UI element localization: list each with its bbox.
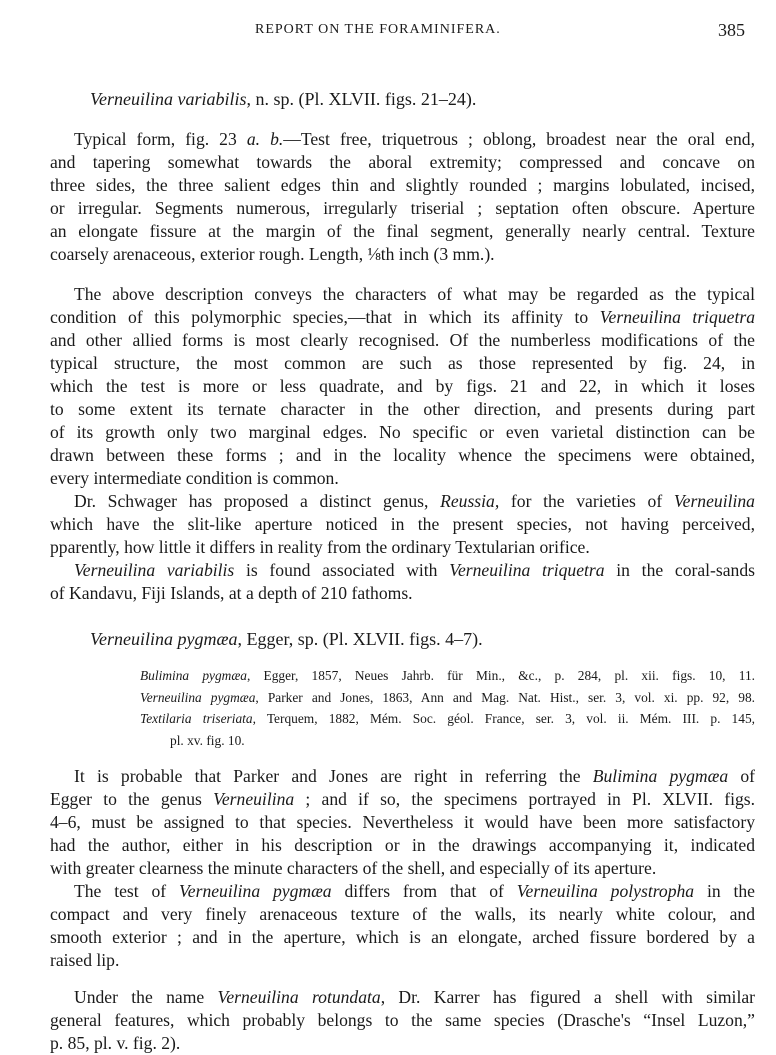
text-line bbox=[50, 197, 755, 220]
text-line bbox=[50, 444, 755, 467]
spacer bbox=[50, 111, 755, 128]
text-run: raised lip. bbox=[50, 950, 120, 970]
text-line bbox=[50, 536, 755, 559]
text-run: It is probable that Parker and Jones are right in referring the bbox=[74, 766, 593, 786]
italic-taxon-name: Verneuilina variabilis bbox=[90, 89, 247, 109]
italic-taxon-name: Verneuilina variabilis bbox=[74, 560, 235, 580]
italic-taxon-name: a. b. bbox=[246, 129, 284, 149]
text-run: in the coral-sands bbox=[604, 560, 755, 580]
text-run: to some extent its ternate character in the other direction, and presents during part bbox=[50, 399, 755, 419]
italic-taxon-name: Verneuilina pygmæa bbox=[140, 689, 256, 705]
text-run: condition of this polymorphic species,—that in which its affinity to bbox=[50, 307, 600, 327]
text-run: coarsely arenaceous, exterior rough. Length, ⅛th inch (3 mm.). bbox=[50, 244, 495, 264]
text-run: The above description conveys the characters of what may be regarded as the typical bbox=[74, 284, 755, 304]
text-run: , Terquem, 1882, Mém. Soc. géol. France, ser. 3, vol. ii. Mém. III. p. 145, bbox=[252, 711, 755, 726]
text-run: differs from that of bbox=[331, 881, 517, 901]
text-run: of its growth only two marginal edges. No specific or even varietal distinction can be bbox=[50, 422, 755, 442]
synonymy-reference bbox=[50, 730, 755, 752]
text-run: had the author, either in his description or in the drawings accompanying it, indicated bbox=[50, 835, 755, 855]
text-line bbox=[50, 788, 755, 811]
text-run: an elongate fissure at the margin of the final segment, generally nearly central. Texture bbox=[50, 221, 755, 241]
text-line bbox=[50, 283, 755, 306]
text-run: is found associated with bbox=[234, 560, 450, 580]
text-run: ; and if so, the specimens portrayed in Pl. XLVII. figs. bbox=[294, 789, 755, 809]
text-line bbox=[50, 857, 755, 880]
text-line bbox=[50, 765, 755, 788]
text-line bbox=[50, 559, 755, 582]
text-line bbox=[50, 949, 755, 972]
text-line bbox=[50, 811, 755, 834]
spacer bbox=[50, 972, 755, 986]
italic-taxon-name: Verneuilina polystropha bbox=[516, 881, 695, 901]
species-heading bbox=[50, 628, 755, 651]
page-body bbox=[50, 88, 755, 1055]
text-run: pparently, how little it differs in reality from the ordinary Textularian orifice. bbox=[50, 537, 590, 557]
running-header bbox=[0, 20, 776, 44]
text-run: drawn between these forms ; and in the locality whence the specimens were obtained, bbox=[50, 445, 755, 465]
italic-taxon-name: Bulimina pygmæa bbox=[140, 668, 247, 683]
italic-taxon-name: Verneuilina triquetra bbox=[449, 560, 605, 580]
text-run: in the bbox=[694, 881, 755, 901]
text-run: pl. xv. fig. 10. bbox=[170, 732, 245, 748]
text-line bbox=[50, 467, 755, 490]
text-run: for the varieties of bbox=[499, 491, 674, 511]
text-run: , Dr. Karrer has figured a shell with similar bbox=[380, 987, 755, 1007]
text-line bbox=[50, 986, 755, 1009]
text-line bbox=[50, 174, 755, 197]
italic-taxon-name: Verneuilina pygmæa bbox=[90, 629, 238, 649]
text-run: , Egger, 1857, Neues Jahrb. für Min., &c., p. 284, pl. xii. figs. 10, 11. bbox=[246, 668, 755, 683]
text-run: compact and very finely arenaceous texture of the walls, its nearly white colour, and bbox=[50, 904, 755, 924]
text-run: and tapering somewhat towards the aboral extremity; compressed and concave on bbox=[50, 152, 755, 172]
text-line bbox=[50, 513, 755, 536]
text-run: which have the slit-like aperture noticed in the present species, not having perceived, bbox=[50, 514, 755, 534]
italic-taxon-name: Verneuilina bbox=[673, 491, 755, 511]
text-run: general features, which probably belongs to the same species (Drasche's “Insel Luzon,” bbox=[50, 1010, 755, 1030]
text-run: three sides, the three salient edges thin and slightly rounded ; margins lobulated, incised, bbox=[50, 175, 755, 195]
spacer bbox=[50, 751, 755, 765]
italic-taxon-name: Verneuilina rotundata bbox=[217, 987, 381, 1007]
text-run: every intermediate condition is common. bbox=[50, 468, 339, 488]
text-line bbox=[50, 1009, 755, 1032]
text-run: with greater clearness the minute characters of the shell, and especially of its aperture. bbox=[50, 858, 657, 878]
text-line bbox=[50, 220, 755, 243]
italic-taxon-name: Textilaria triseriata bbox=[140, 711, 253, 726]
text-line bbox=[50, 243, 755, 266]
text-run: p. 85, pl. v. fig. 2). bbox=[50, 1033, 181, 1053]
text-run: , Parker and Jones, 1863, Ann and Mag. Nat. Hist., ser. 3, vol. xi. pp. 92, 98. bbox=[255, 689, 756, 705]
italic-taxon-name: Reussia, bbox=[440, 491, 500, 511]
synonymy-reference bbox=[50, 687, 755, 709]
text-line bbox=[50, 834, 755, 857]
text-run: 4–6, must be assigned to that species. Nevertheless it would have been more satisfactory bbox=[50, 812, 755, 832]
text-run: smooth exterior ; and in the aperture, which is an elongate, arched fissure bordered by a bbox=[50, 927, 755, 947]
text-line bbox=[50, 421, 755, 444]
spacer bbox=[50, 605, 755, 628]
text-run: , Egger, sp. (Pl. XLVII. figs. 4–7). bbox=[237, 629, 483, 649]
synonymy-reference bbox=[50, 665, 755, 687]
text-run: of Kandavu, Fiji Islands, at a depth of 210 fathoms. bbox=[50, 583, 413, 603]
spacer bbox=[50, 651, 755, 665]
italic-taxon-name: Verneuilina pygmæa bbox=[179, 881, 332, 901]
text-run: of bbox=[728, 766, 755, 786]
text-line bbox=[50, 375, 755, 398]
spacer bbox=[50, 266, 755, 283]
italic-taxon-name: Bulimina pygmæa bbox=[592, 766, 729, 786]
text-line bbox=[50, 329, 755, 352]
text-run: Typical form, fig. 23 bbox=[74, 129, 247, 149]
text-run: Egger to the genus bbox=[50, 789, 214, 809]
text-line bbox=[50, 352, 755, 375]
page-number: 385 bbox=[718, 20, 745, 40]
text-line bbox=[50, 306, 755, 329]
text-run: Under the name bbox=[74, 987, 218, 1007]
species-heading bbox=[50, 88, 755, 111]
text-line bbox=[50, 903, 755, 926]
text-line bbox=[50, 151, 755, 174]
text-run: typical structure, the most common are such as those represented by fig. 24, in bbox=[50, 353, 755, 373]
text-run: Dr. Schwager has proposed a distinct genus, bbox=[74, 491, 441, 511]
text-line bbox=[50, 398, 755, 421]
text-line bbox=[50, 128, 755, 151]
text-run: and other allied forms is most clearly recognised. Of the numberless modifications of the bbox=[50, 330, 755, 350]
text-run: or irregular. Segments numerous, irregularly triserial ; septation often obscure. Aperture bbox=[50, 198, 755, 218]
text-line bbox=[50, 1032, 755, 1055]
text-run: , n. sp. (Pl. XLVII. figs. 21–24). bbox=[246, 89, 477, 109]
italic-taxon-name: Verneuilina bbox=[213, 789, 295, 809]
text-line bbox=[50, 880, 755, 903]
italic-taxon-name: Verneuilina triquetra bbox=[599, 307, 755, 327]
synonymy-reference bbox=[50, 708, 755, 730]
text-line bbox=[50, 926, 755, 949]
text-run: —Test free, triquetrous ; oblong, broadest near the oral end, bbox=[283, 129, 755, 149]
text-run: which the test is more or less quadrate, and by figs. 21 and 22, in which it loses bbox=[50, 376, 755, 396]
text-run: The test of bbox=[74, 881, 179, 901]
text-line bbox=[50, 582, 755, 605]
text-line bbox=[50, 490, 755, 513]
running-title: REPORT ON THE FORAMINIFERA. bbox=[255, 22, 501, 37]
